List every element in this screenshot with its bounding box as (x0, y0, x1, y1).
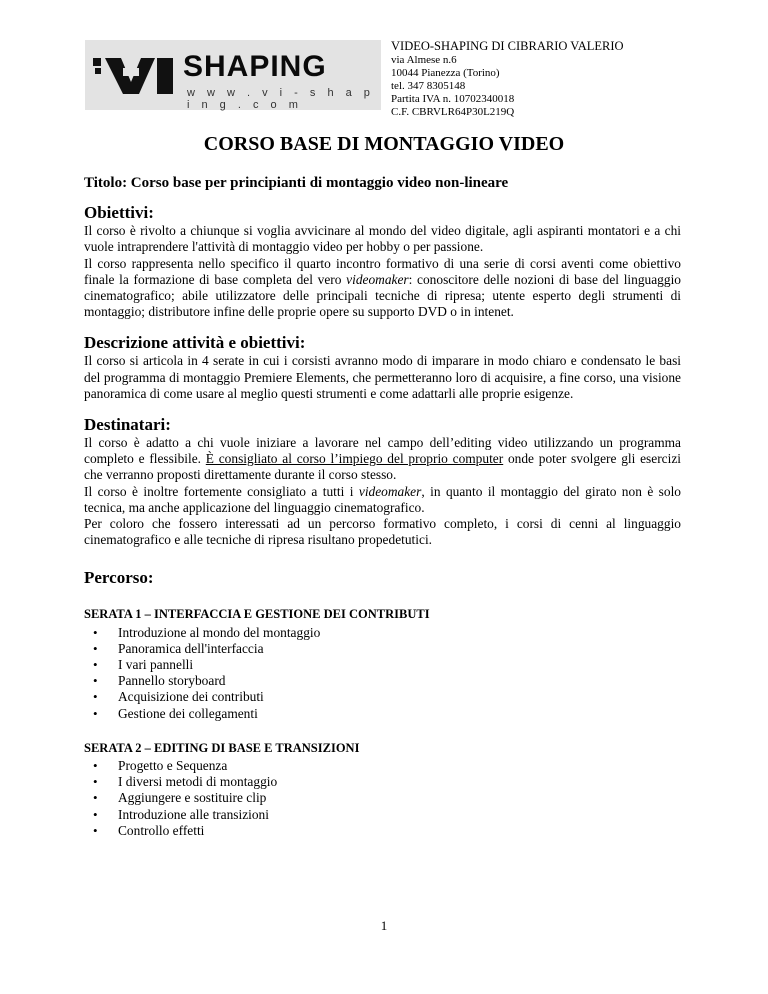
paragraph: Il corso è adatto a chi vuole iniziare a lavorare nel campo dell’editing video utilizzando un programma completo e flessibile. È consigliato al corso l’impiego del proprio computer onde poter svolgere gli esercizi che verranno proposti direttamente durante il corso stesso. (84, 435, 681, 483)
document-title: CORSO BASE DI MONTAGGIO VIDEO (203, 133, 565, 155)
company-phone: tel. 347 8305148 (391, 80, 466, 92)
company-city: 10044 Pianezza (Torino) (391, 67, 500, 79)
section-heading: Descrizione attività e obiettivi: (84, 333, 306, 353)
vi-logo-icon (93, 58, 179, 94)
logo-wordmark: SHAPING (183, 50, 327, 83)
section-destinatari (84, 415, 681, 548)
company-info (391, 40, 624, 119)
list-item: • Acquisizione dei contributi (118, 689, 681, 705)
logo-url: w w w . v i - s h a p i n g . c o m (187, 87, 375, 111)
company-name: VIDEO-SHAPING DI CIBRARIO VALERIO (391, 39, 624, 53)
list-item: • Progetto e Sequenza (118, 758, 681, 774)
list-item: • Panoramica dell'interfaccia (118, 641, 681, 657)
serata-2-title: SERATA 2 – EDITING DI BASE E TRANSIZIONI (84, 740, 360, 755)
paragraph: Il corso rappresenta nello specifico il quarto incontro formativo di una serie di corsi aventi come obiettivo finale la formazione di base completa del vero videomaker: conoscitore delle nozioni di base del linguaggio cinematografico; abile utilizzatore delle principali tecniche di ripresa; utente esperto degli strumenti di montaggio; distributore infine delle proprie opere su supporto DVD o in intenet. (84, 255, 681, 320)
list-item: • Introduzione al mondo del montaggio (118, 625, 681, 641)
list-item: • I diversi metodi di montaggio (118, 774, 681, 790)
company-vat: Partita IVA n. 10702340018 (391, 93, 515, 105)
company-logo (85, 40, 381, 110)
company-address: via Almese n.6 (391, 54, 457, 66)
section-heading: Obiettivi: (84, 203, 154, 223)
section-percorso (84, 568, 681, 839)
section-heading: Destinatari: (84, 415, 171, 435)
page-number: 1 (380, 918, 388, 933)
serata-2-list (84, 758, 681, 839)
paragraph: Per coloro che fossero interessati ad un percorso formativo completo, i corsi di cenni al linguaggio cinematografico e alle tecniche di ripresa risultano propedetutici. (84, 516, 681, 548)
list-item: • Gestione dei collegamenti (118, 706, 681, 722)
list-item: • Aggiungere e sostituire clip (118, 790, 681, 806)
list-item: • Controllo effetti (118, 823, 681, 839)
section-obiettivi (84, 203, 681, 320)
serata-1-list (84, 625, 681, 722)
paragraph: Il corso è inoltre fortemente consigliato a tutti i videomaker, in quanto il montaggio del girato non è solo tecnica, ma anche applicazione del linguaggio cinematografico. (84, 483, 681, 515)
list-item: • I vari pannelli (118, 657, 681, 673)
serata-1-title: SERATA 1 – INTERFACCIA E GESTIONE DEI CONTRIBUTI (84, 607, 430, 622)
list-item: • Introduzione alle transizioni (118, 807, 681, 823)
section-heading: Percorso: (84, 568, 154, 588)
paragraph: Il corso si articola in 4 serate in cui i corsisti avranno modo di imparare in modo chiaro e condensato le basi del programma di montaggio Premiere Elements, che permetteranno loro di acquisire, a fine corso, una visione panoramica di come usare al meglio questi strumenti e come adattarli alle proprie esigenze. (84, 353, 681, 401)
document-body (84, 175, 681, 839)
company-tax-code: C.F. CBRVLR64P30L219Q (391, 106, 515, 118)
course-title: Titolo: Corso base per principianti di montaggio video non-lineare (84, 175, 509, 191)
underlined-note: È consigliato al corso l’impiego del proprio computer (205, 451, 504, 467)
section-descrizione (84, 333, 681, 402)
paragraph: Il corso è rivolto a chiunque si voglia avvicinare al mondo del video digitale, agli aspiranti montatori e a chi vuole intraprendere l'attività di montaggio video per hobby o per passione. (84, 223, 681, 255)
list-item: • Pannello storyboard (118, 673, 681, 689)
